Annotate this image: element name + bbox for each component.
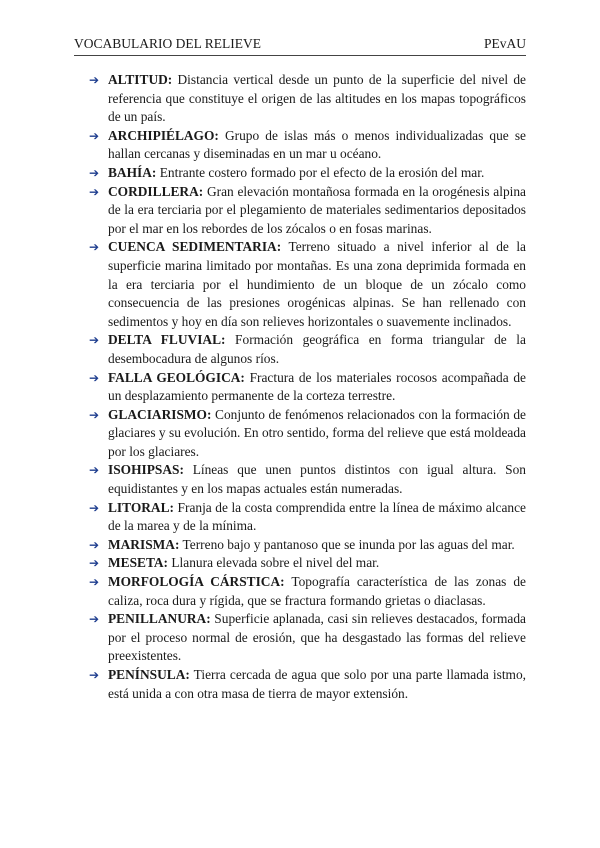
glossary-definition: Topografía característica de las zonas de caliza, roca dura y rígida, que se fractura formando grietas o diaclasas.: [108, 574, 527, 608]
glossary-list: [88, 71, 526, 703]
glossary-term: MORFOLOGÍA CÁRSTICA:: [108, 574, 285, 590]
glossary-entry: [88, 71, 526, 127]
glossary-entry: [88, 127, 526, 164]
glossary-term: DELTA FLUVIAL:: [108, 332, 226, 348]
glossary-definition: Terreno situado a nivel inferior al de la superficie marina limitado por montañas. Es una zona deprimida formada en la era terciaria por el hundimiento de un bloque de un zócalo como consecuencia de las presiones orogénicas alpinas. Se han rellenado con sedimentos y hoy en día son relieves horizontales o suavemente inclinados.: [108, 239, 527, 329]
arrow-icon: ➔: [89, 668, 100, 682]
glossary-term: GLACIARISMO:: [108, 406, 212, 422]
glossary-term: CORDILLERA:: [108, 183, 204, 199]
glossary-entry: [88, 164, 526, 183]
arrow-icon: ➔: [89, 537, 100, 552]
arrow-icon: ➔: [89, 612, 100, 627]
glossary-definition: Líneas que unen puntos distintos con igual altura. Son equidistantes y en los mapas actuales están numeradas.: [108, 462, 526, 497]
glossary-term: PENILLANURA:: [108, 611, 211, 627]
document-author: PEvAU: [483, 36, 526, 51]
glossary-entry: [88, 238, 526, 331]
glossary-entry: [88, 610, 526, 666]
glossary-definition: Conjunto de fenómenos relacionados con la formación de glaciares y su evolución. En otro sentido, forma del relieve que está moldeada por los glaciares.: [108, 406, 526, 459]
glossary-term: BAHÍA:: [108, 164, 157, 180]
glossary-term: MESETA:: [108, 555, 169, 571]
glossary-term: PENÍNSULA:: [108, 667, 190, 682]
glossary-term: CUENCA SEDIMENTARIA:: [108, 239, 282, 255]
glossary-entry: [88, 573, 526, 610]
page-header: [74, 36, 526, 56]
arrow-icon: ➔: [89, 73, 100, 87]
glossary-definition: Fractura de los materiales rocosos acompañada de un desplazamiento permanente de la corteza terrestre.: [108, 369, 526, 404]
glossary-entry: [88, 331, 526, 368]
glossary-term: MARISMA:: [108, 536, 180, 552]
glossary-term: ARCHIPIÉLAGO:: [108, 127, 219, 143]
glossary-term: FALLA GEOLÓGICA:: [108, 369, 245, 385]
glossary-entry: [88, 183, 526, 239]
glossary-definition: Distancia vertical desde un punto de la superficie del nivel de referencia que constituye el origen de las altitudes en los mapas topográficos de un país.: [108, 72, 527, 125]
arrow-icon: ➔: [89, 128, 100, 143]
arrow-icon: ➔: [89, 184, 100, 199]
glossary-entry: [88, 666, 526, 703]
arrow-icon: ➔: [89, 407, 100, 422]
glossary-term: ISOHIPSAS:: [108, 462, 184, 478]
glossary-definition: Franja de la costa comprendida entre la línea de máximo alcance de la marea y de la mínima.: [108, 499, 526, 534]
arrow-icon: ➔: [89, 240, 100, 255]
arrow-icon: ➔: [89, 575, 100, 590]
glossary-definition: Grupo de islas más o menos individualizadas que se hallan cercanas y diseminadas en un mar u océano.: [108, 127, 526, 162]
glossary-entry: [88, 461, 526, 498]
glossary-definition: Llanura elevada sobre el nivel del mar.: [171, 555, 380, 571]
arrow-icon: ➔: [89, 500, 100, 515]
glossary-entry: [88, 554, 526, 573]
document-title: VOCABULARIO DEL RELIEVE: [74, 36, 261, 51]
arrow-icon: ➔: [89, 463, 100, 478]
glossary-entry: [88, 406, 526, 462]
arrow-icon: ➔: [89, 165, 100, 180]
glossary-term: LITORAL:: [108, 499, 174, 515]
glossary-definition: Superficie aplanada, casi sin relieves destacados, formada por el proceso normal de erosión, que ha desgastado las formas del relieve preexistentes.: [108, 611, 526, 664]
glossary-entry: [88, 499, 526, 536]
glossary-definition: Formación geográfica en forma triangular de la desembocadura de algunos ríos.: [108, 332, 526, 366]
arrow-icon: ➔: [89, 333, 100, 348]
arrow-icon: ➔: [89, 370, 100, 385]
glossary-definition: Tierra cercada de agua que solo por una parte llamada istmo, está unida a con otra masa de tierra de mayor extensión.: [108, 667, 527, 701]
arrow-icon: ➔: [89, 556, 100, 571]
glossary-definition: Terreno bajo y pantanoso que se inunda por las aguas del mar.: [182, 536, 515, 552]
glossary-entry: [88, 369, 526, 406]
glossary-entry: [88, 536, 526, 555]
glossary-term: ALTITUD:: [108, 72, 173, 87]
glossary-definition: Gran elevación montañosa formada en la orogénesis alpina de la era terciaria por el plegamiento de materiales sedimentarios depositados por el mar en los rebordes de los zócalos o en fosas marinas.: [108, 183, 526, 236]
glossary-definition: Entrante costero formado por el efecto de la erosión del mar.: [159, 164, 485, 180]
